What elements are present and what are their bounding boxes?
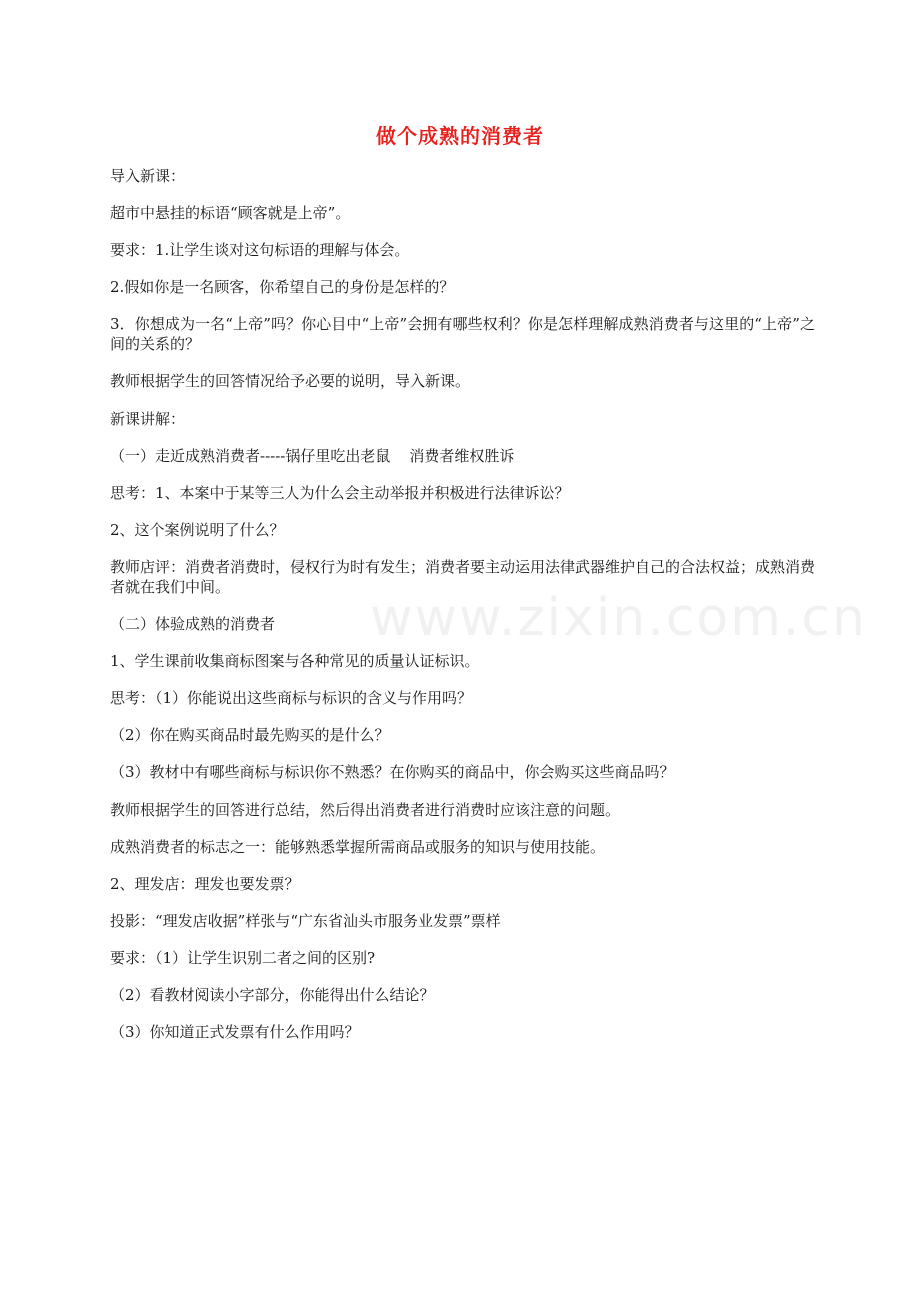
document-body (110, 166, 815, 1059)
paragraph-activity-2: 2、理发店：理发也要发票？ (110, 874, 300, 893)
paragraph-activity-1: 1、学生课前收集商标图案与各种常见的质量认证标识。 (110, 652, 480, 671)
paragraph-intro-heading: 导入新课： (110, 167, 186, 185)
paragraph-lecture-heading: 新课讲解： (110, 409, 186, 428)
paragraph-teacher-comment: 教师店评：消费者消费时，侵权行为时有发生；消费者要主动运用法律武器维护自己的合法权益；成熟消费者就在我们中间。 (110, 557, 816, 596)
paragraph-think-2: 2、这个案例说明了什么？ (110, 520, 285, 539)
paragraph-mark-1: 成熟消费者的标志之一：能够熟悉掌握所需商品或服务的知识与使用技能。 (110, 837, 606, 856)
section-heading-1: （一）走近成熟消费者-----锅仔里吃出老鼠 消费者维权胜诉 (110, 446, 515, 465)
paragraph-req-q1: 要求：（1）让学生识别二者之间的区别? (110, 948, 376, 967)
paragraph-requirement-1: 要求：1.让学生谈对这句标语的理解与体会。 (110, 241, 410, 260)
paragraph-think-q3: （3）教材中有哪些商标与标识你不熟悉？在你购买的商品中，你会购买这些商品吗？ (110, 763, 675, 782)
watermark-text: www.zixin.com.cn (370, 588, 867, 648)
paragraph-think-1: 思考：1、本案中于某等三人为什么会主动举报并积极进行法律诉讼？ (110, 483, 570, 502)
paragraph-think-q2: （2）你在购买商品时最先购买的是什么？ (110, 726, 390, 745)
paragraph-teacher-summary: 教师根据学生的回答进行总结，然后得出消费者进行消费时应该注意的问题。 (110, 800, 621, 819)
section-heading-2: （二）体验成熟的消费者 (110, 615, 276, 634)
paragraph-req-q3: （3）你知道正式发票有什么作用吗？ (110, 1023, 360, 1042)
paragraph-teacher-intro: 教师根据学生的回答情况给予必要的说明，导入新课。 (110, 372, 471, 391)
document-title: 做个成熟的消费者 (376, 124, 544, 148)
paragraph-think-q1: 思考：（1）你能说出这些商标与标识的含义与作用吗？ (110, 689, 473, 708)
paragraph-req-q2: （2）看教材阅读小字部分，你能得出什么结论？ (110, 985, 435, 1004)
paragraph-projection: 投影：“理发店收据”样张与“广东省汕头市服务业发票”票样 (110, 911, 501, 930)
paragraph-slogan: 超市中悬挂的标语“顾客就是上帝”。 (110, 204, 351, 223)
paragraph-requirement-3: 3．你想成为一名“上帝”吗？你心目中“上帝”会拥有哪些权利？你是怎样理解成熟消费者与这里的“上帝”之间的关系的？ (110, 315, 815, 354)
paragraph-requirement-2: 2.假如你是一名顾客，你希望自己的身份是怎样的？ (110, 278, 455, 297)
